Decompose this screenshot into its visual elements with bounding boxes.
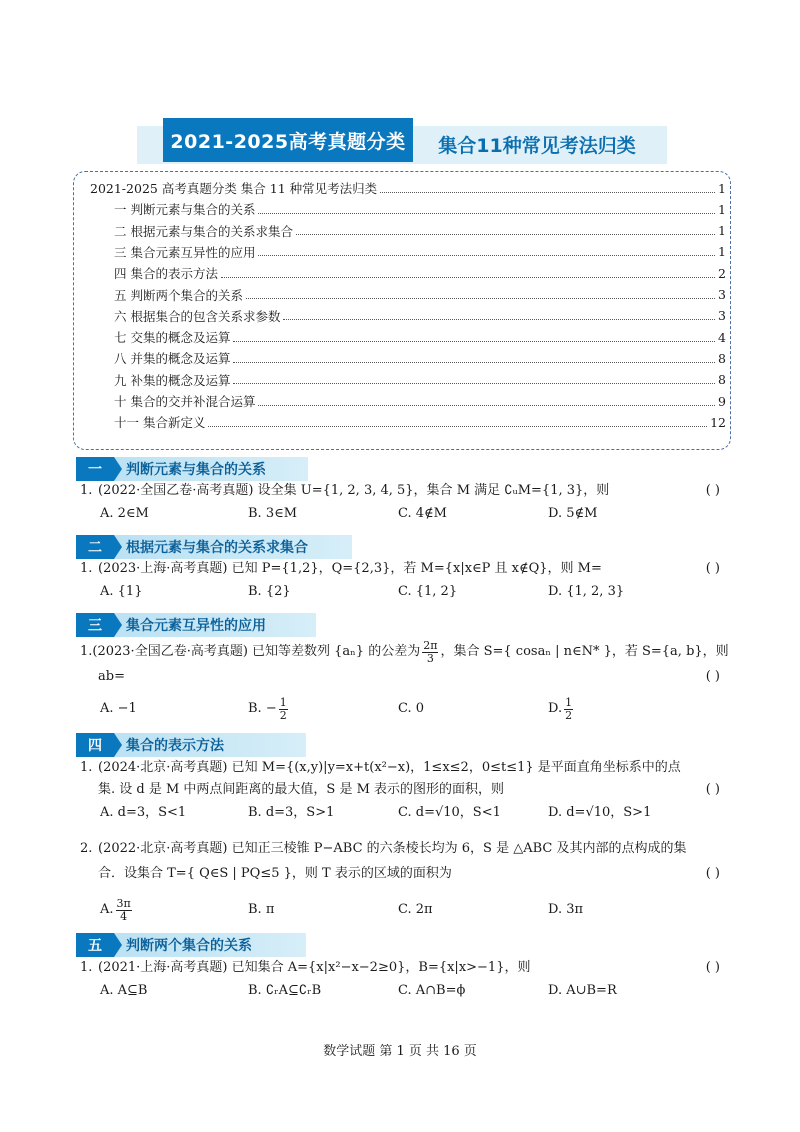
section-heading-1 xyxy=(76,457,308,481)
question-text: (2021·上海·高考真题) 已知集合 A={x|x²−x−2≥0}，B={x|x>−1}，则 xyxy=(98,960,531,975)
section-number: 一 xyxy=(76,457,114,481)
toc-entry[interactable] xyxy=(74,263,730,283)
toc-leader-dots xyxy=(233,341,715,342)
option-d[interactable]: D. 5∉M xyxy=(548,506,598,521)
option-a[interactable]: A. d=3，S<1 xyxy=(100,805,187,820)
toc-leader-dots xyxy=(233,383,715,384)
section-title: 判断元素与集合的关系 xyxy=(126,462,266,478)
section-title: 集合元素互异性的应用 xyxy=(126,618,266,634)
question-text: (2022·全国乙卷·高考真题) 设全集 U={1, 2, 3, 4, 5}，集合 M 满足 ∁ᵤM={1, 3}，则 xyxy=(98,483,610,498)
option-b[interactable]: B. − $\frac{1}{2}$ xyxy=(248,695,287,722)
toc-label: 十 集合的交并补混合运算 xyxy=(114,394,256,409)
toc-page-number: 12 xyxy=(710,414,726,430)
toc-entry[interactable] xyxy=(74,285,730,305)
options xyxy=(100,892,720,928)
toc-label: 三 集合元素互异性的应用 xyxy=(114,244,256,260)
toc-leader-dots xyxy=(258,255,715,256)
toc-label: 2021-2025 高考真题分类 集合 11 种常见考法归类 xyxy=(90,181,378,196)
option-b[interactable]: B. {2} xyxy=(248,584,291,599)
question-text-line2: 合．设集合 T={ Q∈S | PQ≤5 }，则 T 表示的区域的面积为 xyxy=(98,866,452,881)
question-2 xyxy=(80,558,720,604)
section-number: 四 xyxy=(76,733,114,757)
option-d[interactable]: D. d=√10，S>1 xyxy=(548,805,652,820)
section-title: 根据元素与集合的关系求集合 xyxy=(126,540,308,556)
toc-entry[interactable] xyxy=(74,370,730,390)
section-number: 五 xyxy=(76,933,114,957)
question-text: (2023·上海·高考真题) 已知 P={1,2}，Q={2,3}，若 M={x|x∈P 且 x∉Q}，则 M= xyxy=(98,561,602,576)
toc-leader-dots xyxy=(258,405,715,406)
toc-leader-dots xyxy=(233,362,715,363)
toc-entry[interactable] xyxy=(74,391,730,411)
toc-label: 九 补集的概念及运算 xyxy=(114,372,231,388)
option-d[interactable]: D. A∪B=R xyxy=(548,983,617,998)
option-b[interactable]: B. d=3，S>1 xyxy=(248,805,335,820)
title-banner xyxy=(137,118,667,164)
toc-entry[interactable] xyxy=(74,199,730,219)
toc-label: 七 交集的概念及运算 xyxy=(114,330,231,346)
option-b[interactable]: B. π xyxy=(248,902,275,917)
option-d[interactable]: D. $\frac{1}{2}$ xyxy=(548,695,573,722)
toc-leader-dots xyxy=(246,298,715,299)
toc-page-number: 1 xyxy=(718,180,726,196)
toc-label: 五 判断两个集合的关系 xyxy=(114,287,243,303)
toc-page-number: 1 xyxy=(718,223,726,239)
option-c[interactable]: C. d=√10，S<1 xyxy=(398,805,501,820)
toc-page-number: 9 xyxy=(718,393,726,409)
toc-page-number: 3 xyxy=(718,308,726,324)
question-text-cont: ，集合 S={ cosaₙ | n∈N* }，若 S={a, b}，则 xyxy=(440,644,729,659)
option-b[interactable]: B. ∁ᵣA⊆∁ᵣB xyxy=(248,983,322,998)
answer-parentheses: ( ) xyxy=(705,782,720,797)
option-d[interactable]: D. {1, 2, 3} xyxy=(548,584,625,599)
question-number: 1. xyxy=(80,483,93,498)
option-a[interactable]: A. A⊆B xyxy=(100,983,148,998)
page-footer: 数学试题 第 1 页 共 16 页 xyxy=(323,1044,477,1059)
toc-label: 一 判断元素与集合的关系 xyxy=(114,202,256,218)
option-c[interactable]: C. 0 xyxy=(398,701,425,716)
toc-entry[interactable] xyxy=(74,221,730,241)
options xyxy=(100,801,720,825)
option-a[interactable]: A. −1 xyxy=(100,701,137,716)
section-heading-5 xyxy=(76,933,306,957)
question-6 xyxy=(80,957,720,1003)
question-number: 1. xyxy=(80,760,93,775)
answer-parentheses: ( ) xyxy=(705,483,720,498)
toc-label: 十一 集合新定义 xyxy=(114,415,206,431)
question-number: 1. xyxy=(80,561,93,576)
question-number: 2. xyxy=(80,841,93,856)
toc-label: 八 并集的概念及运算 xyxy=(114,351,231,367)
options xyxy=(100,502,720,526)
question-text: (2022·北京·高考真题) 已知正三棱锥 P−ABC 的六条棱长均为 6，S 是 △ABC 及其内部的点构成的集 xyxy=(98,841,687,856)
option-a[interactable]: A. 2∈M xyxy=(100,506,149,521)
question-3 xyxy=(80,638,729,726)
toc-entry[interactable] xyxy=(74,327,730,347)
toc-page-number: 1 xyxy=(718,244,726,260)
question-1 xyxy=(80,480,720,526)
section-title: 集合的表示方法 xyxy=(126,738,224,754)
toc-leader-dots xyxy=(258,213,715,214)
options xyxy=(100,979,720,1003)
option-c[interactable]: C. 2π xyxy=(398,902,433,917)
toc-entry[interactable] xyxy=(74,306,730,326)
section-heading-3 xyxy=(76,613,316,637)
toc-page-number: 8 xyxy=(718,350,726,366)
toc-label: 四 集合的表示方法 xyxy=(114,266,218,282)
title-left: 2021-2025高考真题分类 xyxy=(163,118,413,162)
option-c[interactable]: C. A∩B=ϕ xyxy=(398,983,466,998)
toc-page-number: 2 xyxy=(718,265,726,281)
title-right: 集合11种常见考法归类 xyxy=(438,134,636,157)
section-number: 三 xyxy=(76,613,114,637)
question-4 xyxy=(80,757,720,825)
question-5 xyxy=(80,838,720,928)
options xyxy=(100,580,720,604)
option-d[interactable]: D. 3π xyxy=(548,902,584,917)
toc-leader-dots xyxy=(296,234,715,235)
toc-leader-dots xyxy=(380,192,715,193)
question-text-line2: ab= xyxy=(98,669,125,684)
answer-parentheses: ( ) xyxy=(705,960,720,975)
toc-leader-dots xyxy=(208,426,707,427)
section-heading-4 xyxy=(76,733,306,757)
toc-entry[interactable] xyxy=(74,242,730,262)
toc-label: 二 根据元素与集合的关系求集合 xyxy=(114,223,293,239)
table-of-contents xyxy=(73,171,731,450)
question-text: (2023·全国乙卷·高考真题) 已知等差数列 {aₙ} 的公差为 xyxy=(92,644,421,659)
toc-leader-dots xyxy=(221,277,715,278)
toc-page-number: 4 xyxy=(718,329,726,345)
answer-parentheses: ( ) xyxy=(705,561,720,576)
answer-parentheses: ( ) xyxy=(705,669,720,684)
section-title: 判断两个集合的关系 xyxy=(126,938,252,954)
question-number: 1. xyxy=(80,644,93,659)
toc-label: 六 根据集合的包含关系求参数 xyxy=(114,308,281,324)
toc-entry[interactable] xyxy=(74,348,730,368)
toc-page-number: 1 xyxy=(718,201,726,217)
toc-entry[interactable] xyxy=(74,412,730,432)
option-a[interactable]: A. $\frac{3\pi}{4}$ xyxy=(100,896,131,923)
fraction: $\frac{2\pi}{3}$ xyxy=(423,638,438,665)
question-text-line2: 集. 设 d 是 M 中两点间距离的最大值，S 是 M 表示的图形的面积，则 xyxy=(98,782,505,797)
section-number: 二 xyxy=(76,535,114,559)
toc-leader-dots xyxy=(283,319,715,320)
option-c[interactable]: C. {1, 2} xyxy=(398,584,458,599)
toc-page-number: 3 xyxy=(718,287,726,302)
question-number: 1. xyxy=(80,960,93,975)
section-heading-2 xyxy=(76,535,352,559)
answer-parentheses: ( ) xyxy=(705,866,720,881)
option-c[interactable]: C. 4∉M xyxy=(398,506,447,521)
option-a[interactable]: A. {1} xyxy=(100,584,143,599)
options xyxy=(100,692,720,726)
question-text: (2024·北京·高考真题) 已知 M={(x,y)|y=x+t(x²−x)，1≤x≤2，0≤t≤1} 是平面直角坐标系中的点 xyxy=(98,760,681,775)
toc-page-number: 8 xyxy=(718,372,726,388)
toc-entry[interactable] xyxy=(74,178,730,198)
option-b[interactable]: B. 3∈M xyxy=(248,506,298,521)
